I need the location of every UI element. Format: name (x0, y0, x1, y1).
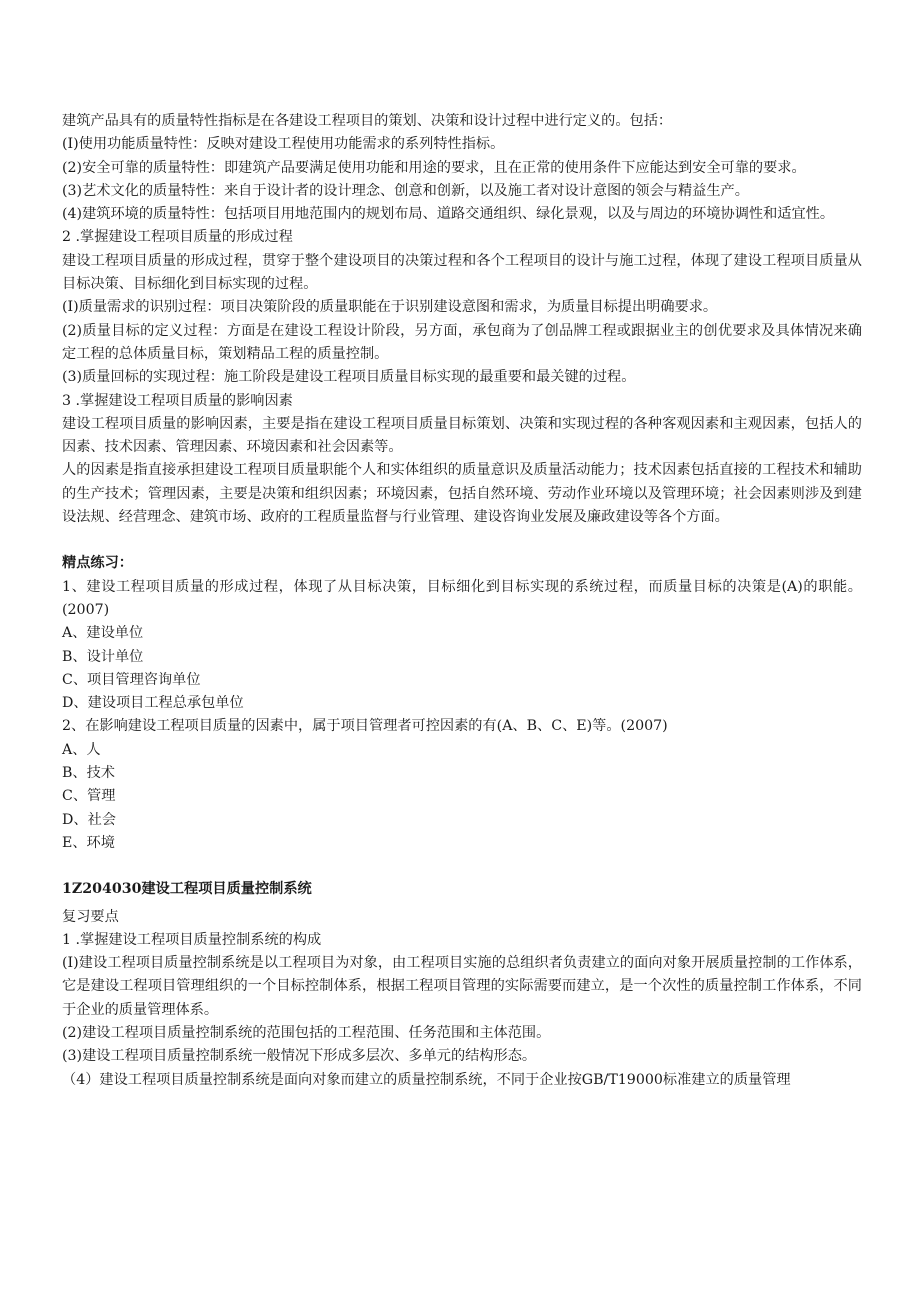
section3-heading: 3 .掌握建设工程项目质量的影响因素 (62, 392, 293, 409)
question-1-option-c: C、项目管理咨询单位 (62, 671, 201, 688)
section4-heading: 1 .掌握建设工程项目质量控制系统的构成 (62, 931, 322, 948)
spacer (62, 855, 862, 878)
question-2-option-a: A、人 (62, 741, 101, 758)
section1-intro: 建筑产品具有的质量特性指标是在各建设工程项目的策划、决策和设计过程中进行定义的。包括： (62, 113, 673, 129)
section3-para-1: 建设工程项目质量的影响因素，主要是指在建设工程项目质量目标策划、决策和实现过程的各种客观因素和主观因素，包括人的因素、技术因素、管理因素、环境因素和社会因素等。 (62, 415, 862, 456)
section1-item-4: (4)建筑环境的质量特性：包括项目用地范围内的规划布局、道路交通组织、绿化景观，以及与周边的环境协调性和适宜性。 (62, 206, 835, 223)
section2-item-1: (I)质量需求的识别过程：项目决策阶段的质量职能在于识别建设意图和需求，为质量目标提出明确要求。 (62, 299, 718, 316)
section4-item-4: （4）建设工程项目质量控制系统是面向对象而建立的质量控制系统，不同于企业按GB/T19000标准建立的质量管理 (62, 1071, 791, 1088)
question-2-option-d: D、社会 (62, 811, 116, 828)
practice-title: 精点练习： (62, 555, 133, 572)
section1-item-2: (2)安全可靠的质量特性：即建筑产品要满足使用功能和用途的要求，且在正常的使用条件下应能达到安全可靠的要求。 (62, 159, 806, 176)
spacer (62, 529, 862, 552)
section2-intro: 建设工程项目质量的形成过程，贯穿于整个建设项目的决策过程和各个工程项目的设计与施工过程，体现了建设工程项目质量从目标决策、目标细化到目标实现的过程。 (62, 252, 862, 293)
question-1: 1、建设工程项目质量的形成过程，体现了从目标决策，目标细化到目标实现的系统过程，而质量目标的决策是(A)的职能。(2007) (62, 578, 862, 618)
section4-title: 1Z204030建设工程项目质量控制系统 (62, 881, 312, 898)
document-page (62, 110, 862, 1092)
section4-item-3: (3)建设工程项目质量控制系统一般情况下形成多层次、多单元的结构形态。 (62, 1048, 537, 1065)
section4-item-1: (I)建设工程项目质量控制系统是以工程项目为对象，由工程项目实施的总组织者负责建立的面向对象开展质量控制的工作体系，它是建设工程项目管理组织的一个目标控制体系，根据工程项目管理的实际需要而建立，是一个次性的质量控制工作体系，不同于企业的质量管理体系。 (62, 955, 862, 1018)
section2-item-3: (3)质量回标的实现过程：施工阶段是建设工程项目质量目标实现的最重要和最关键的过程。 (62, 369, 636, 386)
section4-review: 复习要点 (62, 908, 119, 925)
question-1-option-d: D、建设项目工程总承包单位 (62, 695, 244, 712)
question-2-option-e: E、环境 (62, 834, 115, 851)
section3-para-2: 人的因素是指直接承担建设工程项目质量职能个人和实体组织的质量意识及质量活动能力；技术因素包括直接的工程技术和辅助的生产技术；管理因素，主要是决策和组织因素；环境因素，包括自然环境、劳动作业环境以及管理环境；社会因素则涉及到建设法规、经营理念、建筑市场、政府的工程质量监督与行业管理、建设咨询业发展及廉政建设等各个方面。 (62, 462, 862, 526)
section2-heading: 2 .掌握建设工程项目质量的形成过程 (62, 229, 293, 246)
question-1-option-b: B、设计单位 (62, 648, 144, 665)
section2-item-2: (2)质量目标的定义过程：方面是在建设工程设计阶段，另方面，承包商为了创品牌工程或跟据业主的创优要求及具体情况来确定工程的总体质量目标，策划精品工程的质量控制。 (62, 322, 862, 362)
question-1-option-a: A、建设单位 (62, 625, 144, 642)
question-2-option-b: B、技术 (62, 765, 115, 782)
question-2: 2、在影响建设工程项目质量的因素中，属于项目管理者可控因素的有(A、B、C、E)等。(2007) (62, 718, 668, 735)
question-2-option-c: C、管理 (62, 788, 116, 805)
section1-item-1: (I)使用功能质量特性：反映对建设工程使用功能需求的系列特性指标。 (62, 136, 505, 153)
section4-item-2: (2)建设工程项目质量控制系统的范围包括的工程范围、任务范围和主体范围。 (62, 1024, 551, 1041)
section1-item-3: (3)艺术文化的质量特性：来自于设计者的设计理念、创意和创新，以及施工者对设计意图的领会与精益生产。 (62, 182, 749, 199)
